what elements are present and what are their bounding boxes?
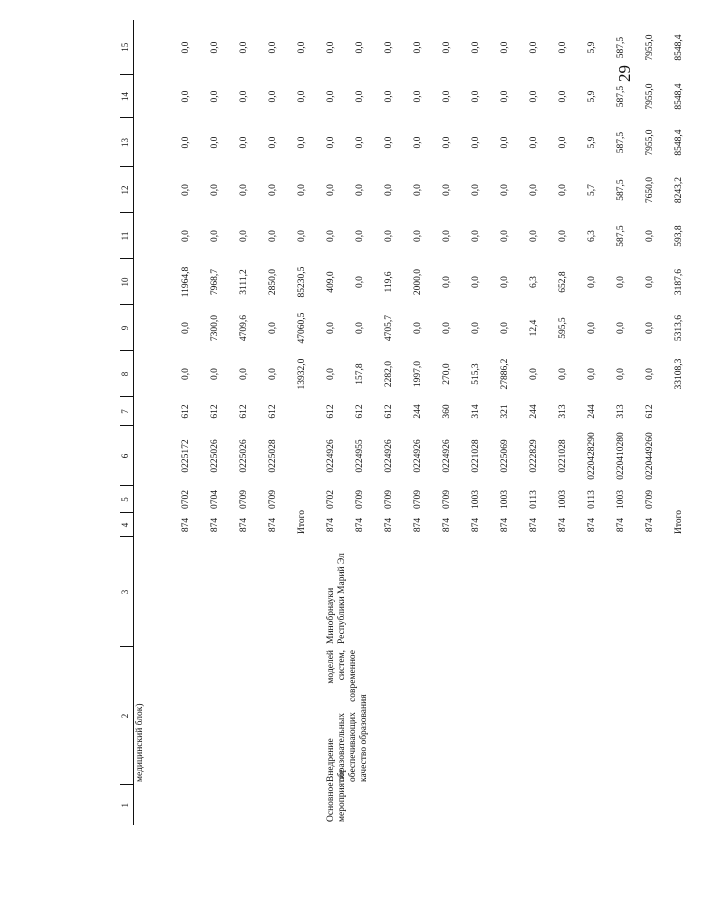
table-cell: 2282,0 [384,360,394,388]
table-cell: 0,0 [558,41,568,54]
top-note: медицинский блок) [135,703,145,782]
table-cell: 0702 [181,490,191,509]
table-cell: 0,0 [587,276,597,288]
header-cell: 6 [120,426,134,486]
table-cell: 0709 [239,490,249,509]
table-cell: 0,0 [587,368,597,380]
table-cell: 612 [181,404,191,419]
empty-cell [180,537,209,647]
table-cell: 0,0 [181,41,191,54]
budget-table [120,20,702,825]
total-cell: 0,0 [297,184,307,196]
table-cell: 0709 [442,490,452,509]
table-cell: 7955,0 [645,129,655,156]
header-cell: 2 [120,647,134,785]
table-cell: 244 [587,404,597,419]
empty-cell [238,537,267,647]
table-cell: 0,0 [326,41,336,54]
table-cell: 0709 [268,490,278,509]
total-label: Итого [674,509,684,534]
table-row [267,20,296,825]
table-cell: 0224926 [442,439,452,473]
table-cell: 874 [413,517,423,533]
table-cell: 0222829 [529,439,539,473]
table-cell: 313 [558,404,568,419]
table-cell: 2850,0 [268,268,278,296]
empty-cell [267,647,296,785]
table-cell: 0224926 [413,439,423,473]
table-cell: 0,0 [384,184,394,196]
table-cell: 0,0 [413,184,423,196]
total-cell: 0,0 [297,90,307,103]
table-cell: 0,0 [384,230,394,242]
table-cell: 270,0 [442,363,452,385]
table-cell: 0,0 [384,90,394,103]
table-cell: 874 [181,517,191,533]
table-cell: 0,0 [500,276,510,288]
header-cell: 7 [120,397,134,426]
table-cell: 0,0 [239,90,249,103]
total-cell: 5313,6 [674,314,684,342]
table-cell: 0,0 [239,184,249,196]
table-cell: 0709 [413,490,423,509]
total-cell: 593,8 [674,225,684,247]
table-cell: 0,0 [326,90,336,103]
table-cell: 0,0 [326,184,336,196]
table-cell: 0,0 [645,276,655,288]
table-cell: 0,0 [355,276,365,288]
header-cell: 1 [120,785,134,825]
table-cell: 0,0 [268,41,278,54]
table-cell: 1003 [616,490,626,509]
table-cell: 0,0 [500,230,510,242]
table-cell: 0,0 [181,230,191,242]
empty-cell [238,785,267,825]
table-cell: 874 [210,517,220,533]
header-cell: 4 [120,513,134,537]
table-cell: 0,0 [268,90,278,103]
table-cell: 0,0 [413,230,423,242]
header-cell: 13 [120,118,134,167]
table-cell: 0,0 [413,136,423,149]
table-cell: 0,0 [355,41,365,54]
table-cell: 27886,2 [500,358,510,390]
table-cell: 0,0 [442,230,452,242]
table-cell: 6,3 [529,276,539,288]
table-cell: 612 [326,404,336,419]
table-cell: 0,0 [413,322,423,334]
table-cell: 612 [645,404,655,419]
table-cell: 0,0 [210,368,220,380]
table-cell: 11964,8 [181,266,191,298]
total-cell: 0,0 [297,41,307,54]
table-cell: 0,0 [500,41,510,54]
total-cell: 0,0 [297,136,307,149]
table-cell: 244 [529,404,539,419]
page-number: 29 [615,65,634,82]
table-cell: 874 [587,517,597,533]
total-row [296,20,325,825]
table-cell: 0,0 [558,368,568,380]
table-cell: 0224926 [326,439,336,473]
table-cell: 0709 [355,490,365,509]
table-cell: 612 [268,404,278,419]
header-cell: 15 [120,20,134,75]
table-row [238,20,267,825]
table-cell: 0,0 [210,184,220,196]
empty-cell [296,647,325,785]
table-cell: 0702 [326,490,336,509]
table-cell: 587,5 [616,36,626,59]
header-cell: 8 [120,351,134,397]
table-cell: 0,0 [500,184,510,196]
table-cell: 244 [413,404,423,419]
table-cell: 0,0 [442,90,452,103]
empty-cell [673,647,702,785]
table-cell: 5,9 [587,136,597,149]
empty-cell [673,785,702,825]
empty-cell [209,647,238,785]
table-cell: 612 [210,404,220,419]
table-cell: 874 [645,517,655,533]
total-cell: 13932,0 [297,358,307,390]
table-cell: 0,0 [326,230,336,242]
table-cell: 7300,0 [210,314,220,342]
table-cell: 0,0 [442,136,452,149]
table-cell: 0,0 [442,184,452,196]
table-cell: 0,0 [413,90,423,103]
table-cell: 7955,0 [645,83,655,110]
table-cell: 0709 [384,490,394,509]
table-cell: 0220449260 [645,432,655,480]
table-cell: 0709 [645,490,655,509]
table-cell: 0,0 [326,136,336,149]
table-cell: 874 [558,517,568,533]
table-cell: 0,0 [558,184,568,196]
table-cell: 874 [529,517,539,533]
table-body [120,20,702,825]
note-row [134,20,181,825]
table-cell: 0,0 [268,322,278,334]
table-cell: 7955,0 [645,34,655,61]
table-cell: 360 [442,404,452,419]
table-cell: 874 [616,517,626,533]
rotated-table-page [120,34,684,825]
total-cell [673,486,702,513]
table-cell: 0,0 [181,368,191,380]
table-cell: 0225028 [268,439,278,473]
empty-cell [673,537,702,647]
total-cell: 8243,2 [674,176,684,204]
table-cell: 4709,6 [239,314,249,342]
empty-cell [180,785,209,825]
table-cell: 587,5 [616,179,626,201]
empty-cell [296,785,325,825]
empty-cell [180,647,209,785]
total-cell: 85230,5 [297,266,307,298]
table-cell: 0221028 [558,439,568,473]
table-cell: 314 [471,404,481,419]
event-type: Основное мероприятие [326,769,347,822]
header-cell: 14 [120,75,134,118]
table-cell: 874 [500,517,510,533]
table-cell: 0,0 [239,368,249,380]
table-cell: 0,0 [471,230,481,242]
table-cell: 0,0 [645,368,655,380]
table-cell: 0,0 [616,368,626,380]
table-cell: 0,0 [239,41,249,54]
total-cell [673,426,702,486]
table-cell: 0113 [587,490,597,509]
table-cell: 874 [471,517,481,533]
total-cell [296,486,325,513]
table-cell: 874 [442,517,452,533]
table-cell: 0,0 [413,41,423,54]
total-cell: 33108,3 [674,358,684,390]
header-cell: 12 [120,167,134,213]
header-cell: 5 [120,486,134,513]
table-cell: 0,0 [500,90,510,103]
table-cell: 0,0 [355,90,365,103]
table-cell: 0704 [210,490,220,509]
total-cell: 3187,6 [674,268,684,296]
table-cell: 0,0 [355,322,365,334]
table-cell: 0,0 [616,322,626,334]
table-cell: 874 [384,517,394,533]
table-cell: 0,0 [210,230,220,242]
table-cell: 0,0 [471,184,481,196]
table-cell: 0,0 [181,322,191,334]
table-cell: 0,0 [355,184,365,196]
table-cell: 313 [616,404,626,419]
total-row [673,20,702,825]
table-cell: 612 [384,404,394,419]
table-cell: 874 [326,517,336,533]
table-cell: 0,0 [529,230,539,242]
table-cell: 0221028 [471,439,481,473]
table-cell: 0,0 [239,230,249,242]
table-cell: 6,3 [587,230,597,242]
table-cell: 0,0 [442,322,452,334]
table-cell: 874 [268,517,278,533]
table-cell: 0,0 [268,184,278,196]
empty-cell [209,537,238,647]
table-cell: 0,0 [529,41,539,54]
table-cell: 0,0 [355,230,365,242]
table-cell: 0,0 [326,368,336,380]
table-cell: 515,3 [471,363,481,385]
table-row [180,20,209,825]
table-cell: 652,8 [558,271,568,293]
empty-cell [238,647,267,785]
table-cell: 0,0 [616,276,626,288]
header-cell: 10 [120,259,134,305]
table-cell: 0,0 [384,41,394,54]
table-cell: 321 [500,404,510,419]
table-cell: 0,0 [558,136,568,149]
header-cell: 9 [120,305,134,351]
table-cell: 0,0 [268,136,278,149]
total-cell [673,397,702,426]
table-cell: 119,6 [384,271,394,293]
table-cell: 0,0 [471,41,481,54]
empty-cell [267,537,296,647]
table-cell: 595,5 [558,317,568,339]
total-cell: 8548,4 [674,129,684,156]
table-cell: 0,0 [471,90,481,103]
table-cell: 5,9 [587,90,597,103]
table-cell: 0,0 [210,90,220,103]
table-cell: 0,0 [645,322,655,334]
event-description: Внедрение моделей образовательных систем, обеспечивающих современное качество образования [326,650,369,782]
total-cell: 0,0 [297,230,307,242]
table-cell: 0225069 [500,439,510,473]
table-cell: 587,5 [616,131,626,154]
table-cell: 0,0 [529,368,539,380]
table-cell: 0,0 [239,136,249,149]
table-cell: 4705,7 [384,314,394,342]
table-cell: 0,0 [471,322,481,334]
table-cell: 0,0 [500,136,510,149]
table-cell: 0,0 [558,90,568,103]
table-cell: 0,0 [645,230,655,242]
table-cell: 5,9 [587,41,597,54]
total-cell: 8548,4 [674,34,684,61]
table-cell: 12,4 [529,319,539,337]
table-cell: 0220428290 [587,432,597,480]
empty-cell [296,537,325,647]
table-cell: 0224926 [384,439,394,473]
table-cell: 0225172 [181,439,191,473]
table-cell: 157,8 [355,363,365,385]
table-cell: 1003 [558,490,568,509]
table-cell: 1997,0 [413,360,423,388]
table-cell: 0,0 [471,276,481,288]
header-cell: 11 [120,213,134,259]
table-cell: 587,5 [616,85,626,108]
event-executor: Минобрнауки Республики Марий Эл [326,553,347,644]
table-cell: 0,0 [181,136,191,149]
table-cell: 0,0 [529,90,539,103]
total-cell [296,397,325,426]
table-cell: 0113 [529,490,539,509]
total-cell: 47060,5 [297,312,307,344]
table-cell: 0,0 [268,368,278,380]
table-cell: 874 [355,517,365,533]
table-cell: 409,0 [326,271,336,293]
table-cell: 0,0 [210,41,220,54]
table-cell: 0,0 [529,136,539,149]
table-cell: 7968,7 [210,268,220,296]
header-row [120,20,134,825]
empty-cell [209,785,238,825]
table-cell: 0220410280 [616,432,626,480]
table-cell: 874 [239,517,249,533]
table-cell: 0,0 [181,90,191,103]
table-cell: 0,0 [326,322,336,334]
table-row [325,20,354,825]
table-cell: 1003 [471,490,481,509]
table-cell: 0,0 [210,136,220,149]
empty-cell [267,785,296,825]
table-cell: 0,0 [181,184,191,196]
table-cell: 612 [239,404,249,419]
table-cell: 0,0 [471,136,481,149]
table-cell: 5,7 [587,184,597,196]
table-cell: 0224955 [355,439,365,473]
table-cell: 0,0 [500,322,510,334]
table-cell: 0225026 [210,439,220,473]
table-cell: 0,0 [558,230,568,242]
table-row [209,20,238,825]
table-cell: 612 [355,404,365,419]
table-cell: 0,0 [442,41,452,54]
table-cell: 0,0 [529,184,539,196]
table-cell: 0225026 [239,439,249,473]
table-cell: 7650,0 [645,176,655,204]
table-cell: 0,0 [587,322,597,334]
table-cell: 3111,2 [239,269,249,295]
header-cell: 3 [120,537,134,647]
table-cell: 0,0 [384,136,394,149]
total-label: Итого [297,509,307,534]
table-cell: 587,5 [616,225,626,247]
table-cell: 2000,0 [413,268,423,296]
table-cell: 1003 [500,490,510,509]
total-cell [296,426,325,486]
table-cell: 0,0 [268,230,278,242]
table-cell: 0,0 [355,136,365,149]
table-cell: 0,0 [442,276,452,288]
total-cell: 8548,4 [674,83,684,110]
